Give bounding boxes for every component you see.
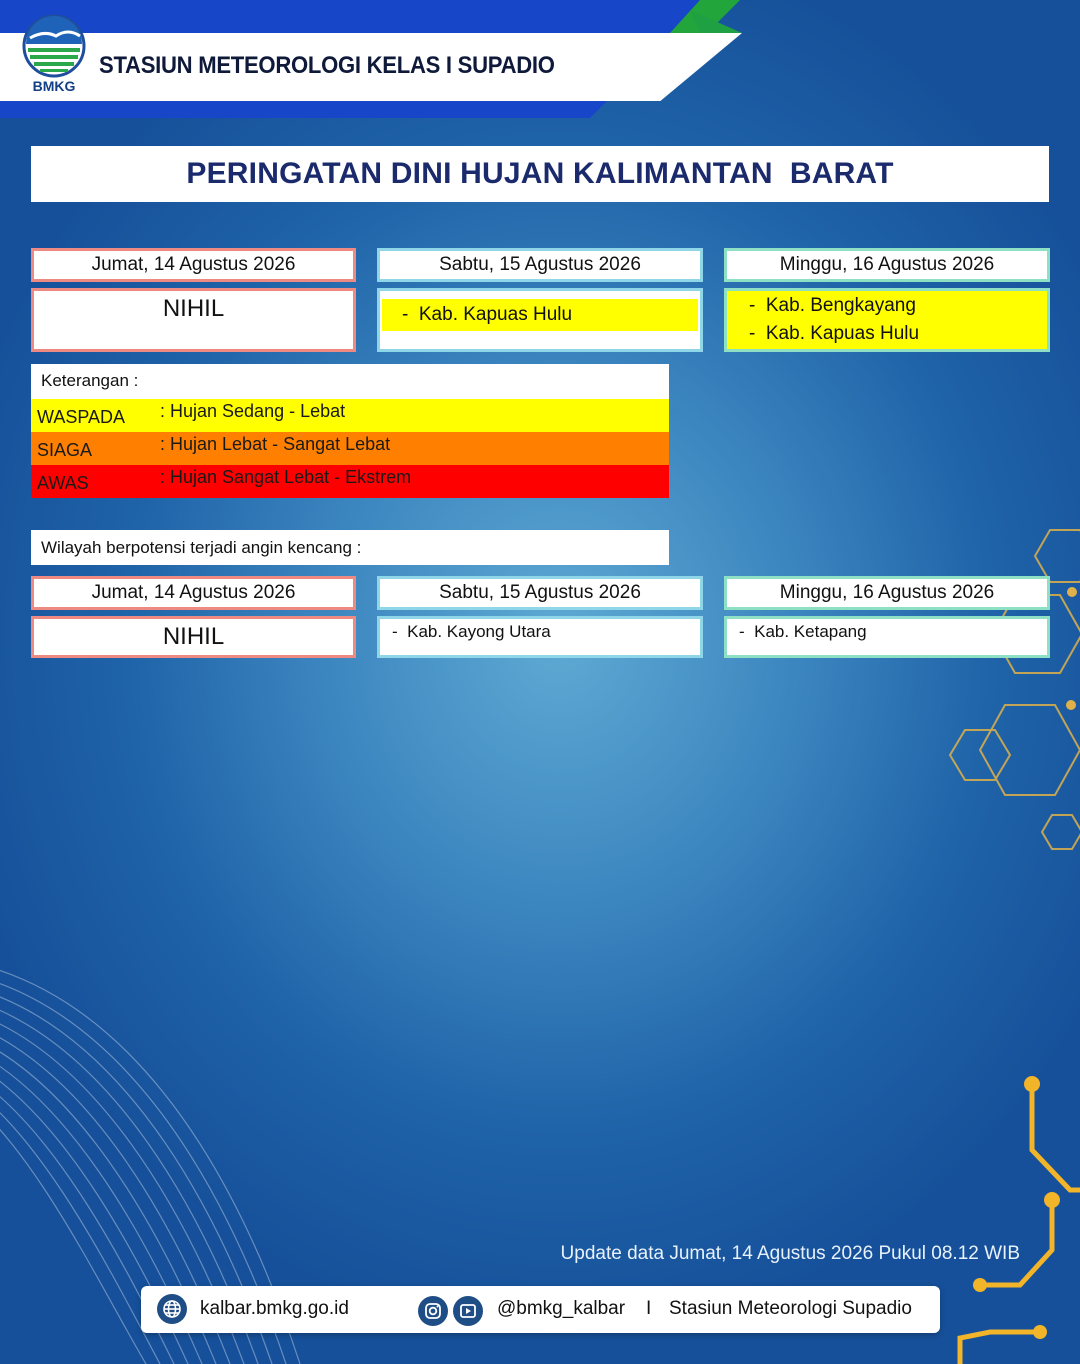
legend-row-awas (31, 465, 669, 498)
rain-day1-date-cell (31, 248, 356, 282)
decorative-circuit (920, 1070, 1080, 1364)
wind-day2-content (377, 616, 703, 658)
wind-day3-date-cell (724, 576, 1050, 610)
station-title: STASIUN METEOROLOGI KELAS I SUPADIO (99, 52, 555, 79)
instagram-icon[interactable] (418, 1296, 448, 1326)
rain-day3-item-2: - Kab. Kapuas Hulu (749, 323, 920, 344)
legend-level-siaga: SIAGA (37, 440, 93, 460)
wind-label: Wilayah berpotensi terjadi angin kencang : (41, 538, 362, 557)
legend-row-waspada (31, 399, 669, 432)
rain-day1-date: Jumat, 14 Agustus 2026 (91, 254, 296, 275)
wind-day3-date: Minggu, 16 Agustus 2026 (779, 582, 995, 603)
rain-day2-date-cell (377, 248, 703, 282)
update-timestamp: Update data Jumat, 14 Agustus 2026 Pukul 08.12 WIB (560, 1243, 1020, 1264)
legend-desc-siaga: : Hujan Lebat - Sangat Lebat (160, 434, 391, 454)
wind-day1-date: Jumat, 14 Agustus 2026 (91, 582, 296, 603)
main-title-box (31, 146, 1049, 202)
rain-day3-content (724, 288, 1050, 352)
legend-row-siaga (31, 432, 669, 465)
legend-title: Keterangan : (41, 371, 139, 390)
wind-day2-item: - Kab. Kayong Utara (392, 622, 551, 641)
legend-box (31, 364, 669, 498)
legend-level-waspada: WASPADA (37, 407, 126, 427)
bmkg-logo (22, 14, 86, 96)
wind-label-box (31, 530, 669, 565)
wind-day3-content (724, 616, 1050, 658)
youtube-icon[interactable] (453, 1296, 483, 1326)
decorative-hexagons (940, 520, 1080, 860)
legend-desc-waspada: : Hujan Sedang - Lebat (160, 401, 346, 421)
rain-day2-item: - Kab. Kapuas Hulu (402, 304, 573, 325)
wind-day3-item: - Kab. Ketapang (739, 622, 867, 641)
rain-day2-date: Sabtu, 15 Agustus 2026 (439, 254, 641, 275)
website-link[interactable]: kalbar.bmkg.go.id (200, 1298, 349, 1319)
footer-separator: I (646, 1298, 652, 1319)
wind-day1-date-cell (31, 576, 356, 610)
wind-day1-nihil: NIHIL (162, 623, 225, 650)
wind-day2-date: Sabtu, 15 Agustus 2026 (439, 582, 641, 603)
footer-bar (141, 1286, 940, 1333)
legend-level-awas: AWAS (37, 473, 89, 493)
rain-day1-nihil: NIHIL (162, 295, 225, 322)
globe-icon (157, 1294, 187, 1324)
bmkg-logo-text: BMKG (32, 78, 76, 94)
rain-day1-content (31, 288, 356, 352)
rain-day3-date-cell (724, 248, 1050, 282)
rain-day3-date: Minggu, 16 Agustus 2026 (779, 254, 995, 275)
rain-day2-content (377, 288, 703, 352)
page-title: PERINGATAN DINI HUJAN KALIMANTAN BARAT (186, 157, 894, 190)
legend-desc-awas: : Hujan Sangat Lebat - Ekstrem (160, 467, 412, 487)
wind-day2-date-cell (377, 576, 703, 610)
social-handle[interactable]: @bmkg_kalbar (497, 1298, 626, 1319)
wind-day1-content (31, 616, 356, 658)
rain-day2-highlight (382, 299, 698, 331)
footer-station-name: Stasiun Meteorologi Supadio (669, 1298, 912, 1319)
rain-day3-item-1: - Kab. Bengkayang (749, 295, 916, 316)
bmkg-logo-emblem (22, 14, 86, 78)
